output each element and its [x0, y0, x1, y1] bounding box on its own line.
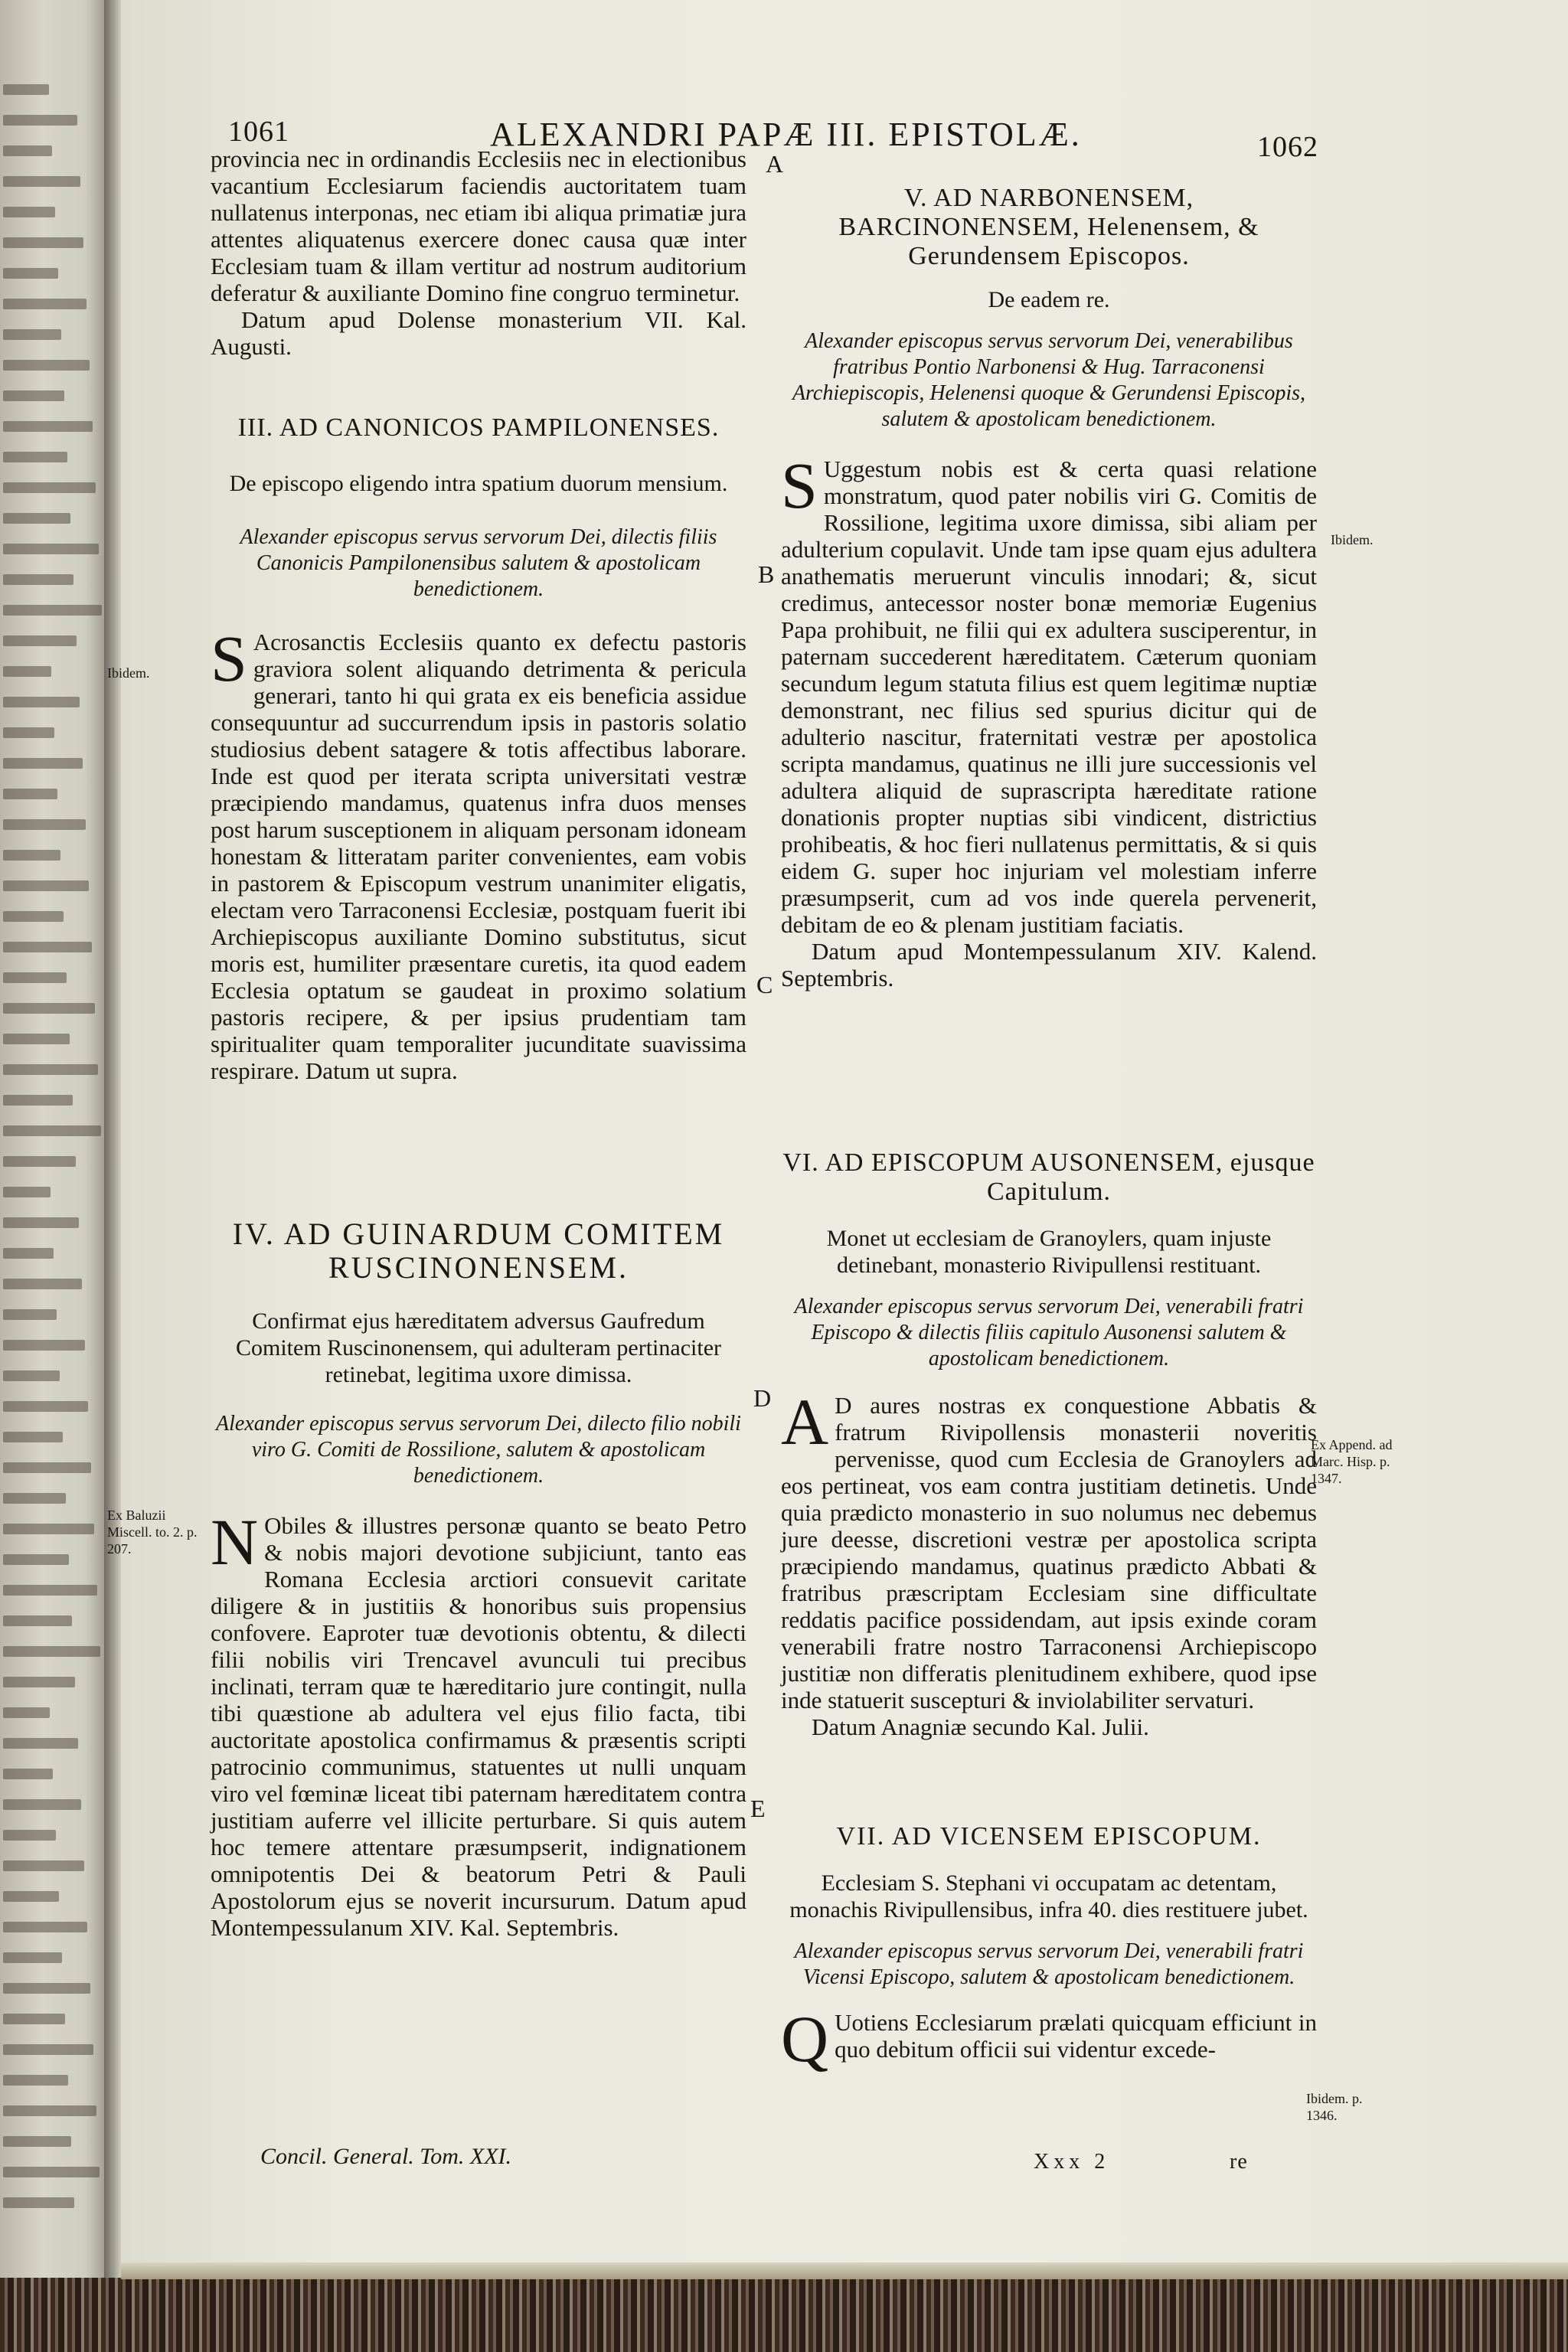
section-7: [781, 1822, 1317, 2076]
section-4-salutation: Alexander episcopus servus servorum Dei, dilecto filio nobili viro G. Comiti de Rossilione, salutem & apostolicam benedictionem.: [216, 1412, 741, 1488]
facing-page-text-line: [3, 268, 58, 279]
facing-page-text-line: [3, 1830, 56, 1841]
margin-note-ibidem: Ibidem.: [107, 665, 150, 681]
section-7-body: [781, 2002, 1317, 2076]
facing-page-text-line: [3, 2167, 100, 2177]
facing-page-text-line: [3, 176, 80, 187]
section-3-body: [211, 622, 746, 1084]
facing-page-text-line: [3, 911, 64, 922]
facing-page-text-line: [3, 1401, 88, 1412]
facing-page-text-line: [3, 880, 89, 891]
section-3-text: Acrosanctis Ecclesiis quanto ex defectu pastoris graviora solent aliquando detrimenta & pericula generari, tanto hi qui grata ex eis beneficia assidue consequuntur ad succurrendum ipsis in pastoris solatio studiosius debent satagere & totis affectibus laborare. Inde est quod per iterata scripta universitati vestræ præcipiendo mandamus, quatenus infra duos menses post harum susceptionem in aliquam personam idoneam honestam & litteratam pariter convenientes, eam vobis in pastorem & Episcopum vestrum unanimiter eligatis, electam vero Tarraconensi Ecclesiæ, postquam fuerit ibi Archiepiscopus auxiliante Domino substitutus, sicut moris est, humiliter præsentare curetis, ita quod eadem Ecclesia optatum se gaudeat in proximo solatium pastoris recipere, & per ipsius prudentiam tam spiritualiter quam temporaliter jucunditate suavissima respirare. Datum ut supra.: [211, 629, 746, 1084]
facing-page-text-line: [3, 2105, 96, 2116]
margin-note-ibidem-right: Ibidem.: [1331, 532, 1374, 547]
facing-page-text-line: [3, 1646, 100, 1657]
margin-note-append: Ex Append. ad Marc. Hisp. p. 1347.: [1311, 1437, 1393, 1486]
facing-page-text-line: [3, 1064, 98, 1075]
margin-letter-b: B: [758, 560, 775, 588]
facing-page-text-line: [3, 1707, 50, 1718]
facing-page-text-line: [3, 972, 67, 983]
facing-page-text-line: [3, 1340, 85, 1351]
facing-page-text-line: [3, 237, 83, 248]
facing-page-text-line: [3, 1432, 63, 1442]
section-4-summary: Confirmat ejus hæreditatem adversus Gaufredum Comitem Ruscinonensem, qui adulteram pertinaciter retinebat, legitima uxore dimissa.: [236, 1308, 721, 1387]
facing-page-text-line: [3, 666, 51, 677]
facing-page-text-line: [3, 482, 96, 493]
left-page-number: 1061: [228, 116, 289, 148]
facing-page-text-line: [3, 1462, 91, 1473]
section-4-body: [211, 1505, 746, 1941]
facing-page-text-line: [3, 1615, 72, 1626]
section-3-summary: De episcopo eligendo intra spatium duorum mensium.: [229, 471, 728, 496]
facing-page-text-line: [3, 1095, 73, 1106]
section-7-title: VII. AD VICENSEM EPISCOPUM.: [836, 1822, 1262, 1851]
facing-page-text-line: [3, 758, 83, 769]
facing-page-text-line: [3, 789, 57, 799]
section-7-text: Uotiens Ecclesiarum prælati quicquam efficiunt in quo debitum officii sui videntur excede-: [835, 2009, 1317, 2063]
facing-page-text-line: [3, 942, 92, 952]
section-3-dropcap: S: [211, 622, 247, 695]
facing-page-text-line: [3, 1554, 69, 1565]
facing-page-text-line: [3, 1217, 79, 1228]
section-4: [211, 1217, 746, 1941]
facing-page-text-line: [3, 2075, 68, 2086]
section-6-date: Datum Anagniæ secundo Kal. Julii.: [812, 1713, 1149, 1740]
facing-page-text-line: [3, 1769, 53, 1779]
facing-page-text-line: [3, 360, 90, 371]
facing-page-text-line: [3, 635, 77, 646]
facing-page-text-line: [3, 329, 61, 340]
section-5-dropcap: S: [781, 449, 818, 522]
section-5-date: Datum apud Montempessulanum XIV. Kalend. Septembris.: [781, 938, 1317, 991]
section-5-salutation: Alexander episcopus servus servorum Dei, venerabilibus fratribus Pontio Narbonensi & Hug. Tarraconensi Archiepiscopis, Helenensi quoque & Gerundensi Episcopis, salutem & apostolicam benedictionem.: [792, 329, 1306, 431]
section-3: [211, 413, 746, 1084]
facing-page-text-line: [3, 421, 93, 432]
facing-page-text-line: [3, 697, 80, 707]
section-6-body: [781, 1385, 1317, 1713]
facing-page-text-line: [3, 1248, 54, 1259]
section-4-text: Obiles & illustres personæ quanto se beato Petro & nobis majori devotione subjiciunt, tanto eas Romana Ecclesia arctiori consuevit caritate diligere & in justitiis & honoribus suis propensius confovere. Eaproter tuæ devotionis obtentu, & dilecti filii nobilis viri Trencavel avunculi tui precibus inclinati, terram quæ te hæreditario jure contingit, nulla tibi quæstione ab adultera vel ejus filio facta, tibi auctoritate apostolica confirmamus & præsentis scripti patrocinio communimus, statuentes ut nulli unquam viro vel fœminæ liceat tibi paternam hæreditatem contra justitiam auferre vel illicite perturbare. Si quis autem hoc temere attentare præsumpserit, indignationem omnipotentis Dei & beatorum Petri & Pauli Apostolorum ejus se noverit incursurum. Datum apud Montempessulanum XIV. Kal. Septembris.: [211, 1512, 746, 1941]
facing-page-text-line: [3, 850, 60, 861]
section-7-dropcap: Q: [781, 2002, 829, 2076]
section-6-summary: Monet ut ecclesiam de Granoylers, quam injuste detinebant, monasterio Rivipullensi restituant.: [826, 1226, 1272, 1278]
facing-page-text-line: [3, 605, 102, 616]
facing-page-text-line: [3, 1309, 57, 1320]
section-7-summary: Ecclesiam S. Stephani vi occupatam ac detentam, monachis Rivipullensibus, infra 40. dies restituere jubet.: [789, 1870, 1308, 1922]
facing-page-text-line: [3, 819, 86, 830]
section-5-body: [781, 449, 1317, 938]
margin-letter-a: A: [766, 150, 784, 178]
facing-page-text-line: [3, 1585, 97, 1596]
margin-letter-c: C: [756, 971, 773, 998]
facing-page-text-line: [3, 1370, 60, 1381]
facing-page-edge: [0, 0, 107, 2278]
facing-page-text-line: [3, 84, 49, 95]
facing-page-text-line: [3, 1493, 66, 1504]
facing-page-text-line: [3, 390, 64, 401]
facing-page-text-line: [3, 1187, 51, 1197]
facing-page-text-line: [3, 1677, 75, 1687]
section-4-dropcap: N: [211, 1505, 259, 1579]
page-bottom-edge: [121, 2262, 1568, 2279]
section-5-title: V. AD NARBONENSEM, BARCINONENSEM, Helenensem, & Gerundensem Episcopos.: [838, 184, 1259, 270]
section-5: [781, 184, 1317, 991]
facing-page-text-line: [3, 2014, 65, 2024]
facing-page-text-line: [3, 1738, 78, 1749]
section-4-title: IV. AD GUINARDUM COMITEM RUSCINONENSEM.: [232, 1217, 725, 1285]
margin-letter-d: D: [753, 1384, 772, 1412]
facing-page-text-line: [3, 1860, 84, 1871]
facing-page-text-line: [3, 207, 55, 217]
margin-letter-e: E: [750, 1795, 766, 1822]
facing-page-text-line: [3, 1034, 70, 1044]
facing-page-text-line: [3, 1003, 95, 1014]
facing-page-text-line: [3, 1891, 59, 1902]
facing-page-text-line: [3, 2136, 71, 2147]
section-6-text: D aures nostras ex conquestione Abbatis & fratrum Rivipollensis monasterii noveritis pervenisse, quod cum Ecclesia de Granoylers ad eos pertineat, vos eam contra justitiam detinetis. Unde quia prædicto monasterio in suo nolumus nec debemus jure deesse, discretioni vestræ per apostolica scripta præcipiendo mandamus, quatinus prædicto Abbati & fratribus præscriptam Ecclesiam sine difficultate reddatis pacifice possidendam, aut ipsis exinde coram venerabili fratre nostro Tarraconensi Archiepiscopo justitiæ non differatis plenitudinem exhibere, quod ipse inde statuerit suscepturi & inviolabiliter servaturi.: [781, 1392, 1317, 1713]
right-page-number: 1062: [1257, 131, 1318, 163]
section-5-text: Uggestum nobis est & certa quasi relatione monstratum, quod pater nobilis viri G. Comitis de Rossilione, legitima uxore dimissa, sibi aliam per adulterium copulavit. Unde tam ipse quam ejus adultera anathematis meruerunt vinculis innodari; &, sicut credimus, antecessor noster bonæ memoriæ Eugenius Papa prohibuit, ne filii qui ex adultera susciperentur, in paternam succederent hæreditatem. Cæterum quoniam secundum legum statuta filius est quem legitimæ nuptiæ demonstrant, nec filius sed spurius dicitur qui de adulterio nascitur, fraternitati vestræ per apostolica scripta mandamus, quatinus ne illi jure successionis vel adultera aliquid de suprascripta hæreditate ratione donationis propter nuptias sibi vindicent, districtius prohibeatis, & hoc fieri nullatenus permittatis, & si quis eidem G. super hoc injuriam vel molestiam inferre præsumpserit, cum ad vos inde querela pervenerit, debitam de eo & plenam justitiam faciatis.: [781, 456, 1317, 938]
book-gutter: [104, 0, 122, 2278]
margin-note-baluzii: Ex Baluzii Miscell. to. 2. p. 207.: [107, 1508, 198, 1557]
section-6: [781, 1148, 1317, 1740]
section-3-title: III. AD CANONICOS PAMPILONENSES.: [237, 413, 720, 442]
facing-page-text-line: [3, 2197, 74, 2208]
facing-page-text-line: [3, 452, 67, 462]
section-6-salutation: Alexander episcopus servus servorum Dei, venerabili fratri Episcopo & dilectis filiis capitulo Ausonensi salutem & apostolicam benedictionem.: [794, 1295, 1304, 1370]
facing-page-text-line: [3, 299, 87, 309]
facing-page-text-line: [3, 1983, 90, 1994]
facing-page-text-line: [3, 145, 52, 156]
section-6-dropcap: A: [781, 1385, 829, 1459]
facing-page-text-line: [3, 115, 77, 126]
facing-page-text-line: [3, 1952, 62, 1963]
catchword: re: [1230, 2150, 1248, 2174]
footer-concil: Concil. General. Tom. XXI.: [260, 2144, 512, 2169]
facing-page-text-line: [3, 544, 99, 554]
facing-page-text-line: [3, 1156, 76, 1167]
facing-page-text-line: [3, 1799, 81, 1810]
signature-mark: Xxx 2: [1034, 2150, 1110, 2174]
left-column: [211, 145, 746, 360]
facing-page-text-line: [3, 727, 54, 738]
section-7-salutation: Alexander episcopus servus servorum Dei, venerabili fratri Vicensi Episcopo, salutem & apostolicam benedictionem.: [794, 1939, 1304, 1989]
margin-note-ibidem-bottom: Ibidem. p. 1346.: [1306, 2091, 1363, 2123]
facing-page-text-line: [3, 513, 70, 524]
facing-page-text-line: [3, 1524, 94, 1534]
facing-page-text-line: [3, 574, 74, 585]
intro-text: provincia nec in ordinandis Ecclesiis nec in electionibus vacantium Ecclesiarum faciendis auctoritatem tuam nullatenus interponas, nec etiam ibi aliqua primatiæ jura attentes aliquatenus exercere donec causa quæ inter Ecclesiam tuam & illam vertitur ad nostrum auditorium deferatur & auxiliante Domino fine congruo terminetur.: [211, 145, 746, 306]
running-title: ALEXANDRI PAPÆ III. EPISTOLÆ.: [490, 116, 1082, 153]
section-5-summary: De eadem re.: [988, 287, 1110, 312]
facing-page-text-line: [3, 1922, 87, 1932]
section-3-salutation: Alexander episcopus servus servorum Dei, dilectis filiis Canonicis Pampilonensibus salutem & apostolicam benedictionem.: [240, 525, 717, 601]
section-6-title: VI. AD EPISCOPUM AUSONENSEM, ejusque Capitulum.: [782, 1148, 1315, 1206]
facing-page-text-line: [3, 1279, 82, 1289]
facing-page-text-line: [3, 1125, 101, 1136]
facing-page-text-line: [3, 2044, 93, 2055]
intro-date: Datum apud Dolense monasterium VII. Kal. Augusti.: [211, 306, 746, 360]
